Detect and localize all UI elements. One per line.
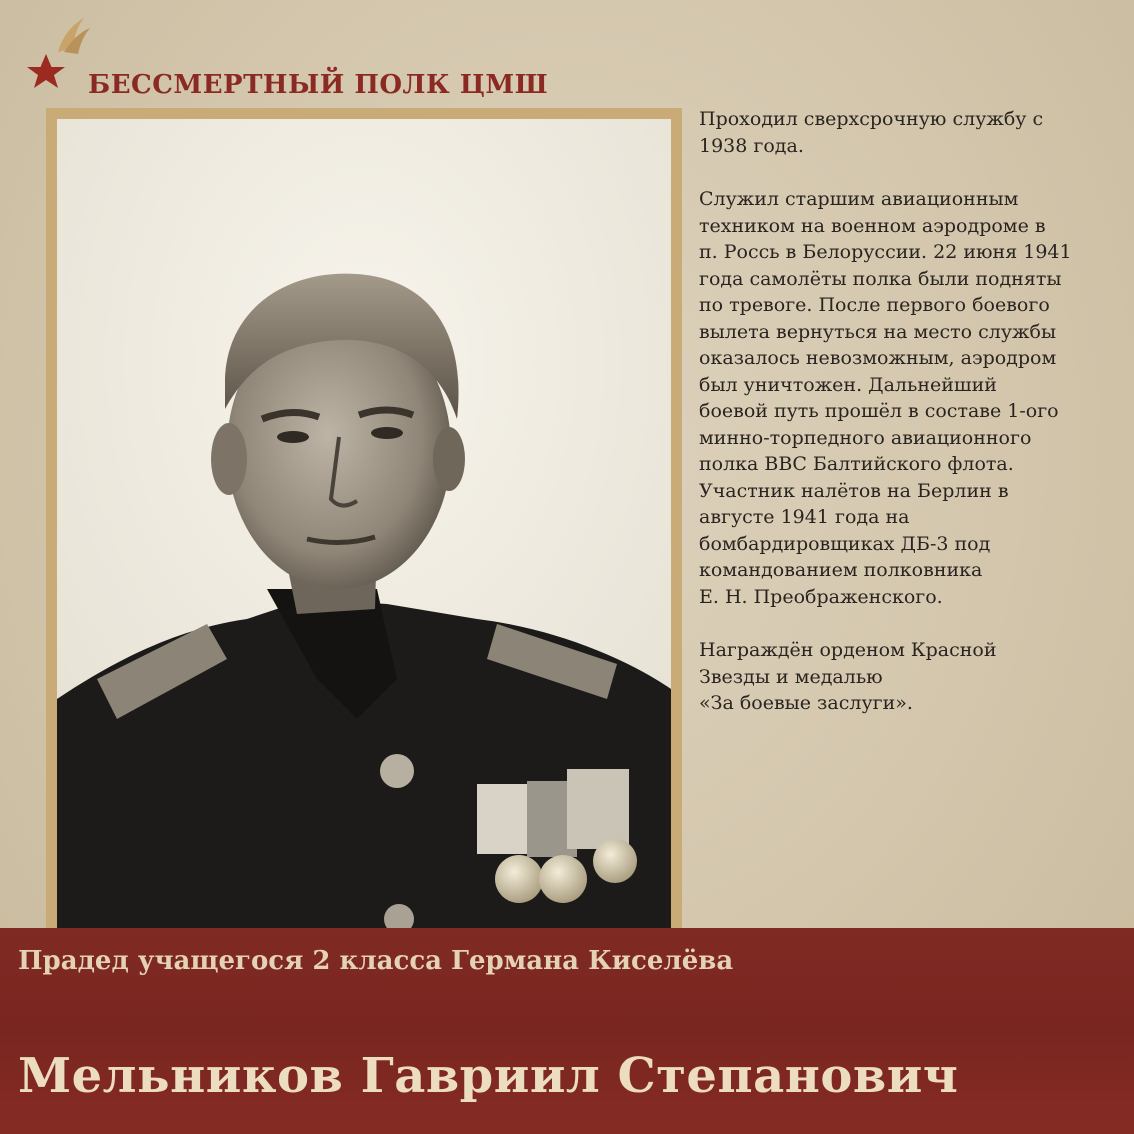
biography-paragraph-2: Служил старшим авиационным техником на военном аэродроме в п. Россь в Белоруссии. 22 июня 1941 года самолёты полка были подняты по тревоге. После первого боевого вылета вернуться на место службы оказалось невозможным, аэродром был уничтожен. Дальнейший боевой путь прошёл в составе 1-ого минно-торпедного авиационного полка ВВС Балтийского флота. Участник налётов на Берлин в августе 1941 года на бомбардировщиках ДБ-3 под командованием полковника Е. Н. Преображенского. xyxy=(699,188,1072,608)
biography-text xyxy=(699,106,1109,744)
name-banner xyxy=(0,928,1134,1134)
person-name: Мельников Гавриил Степанович xyxy=(18,1048,959,1104)
relation-subtitle: Прадед учащегося 2 класса Германа Киселёва xyxy=(18,946,734,976)
brand-title: БЕССМЕРТНЫЙ ПОЛК ЦМШ xyxy=(88,70,549,100)
biography-paragraph-3: Награждён орденом Красной Звезды и медалью «За боевые заслуги». xyxy=(699,639,997,714)
portrait-photo xyxy=(57,119,671,930)
photo-frame xyxy=(46,108,682,930)
header xyxy=(18,8,718,104)
biography-paragraph-1: Проходил сверхсрочную службу с 1938 года. xyxy=(699,108,1044,157)
portrait-illustration xyxy=(57,119,671,930)
